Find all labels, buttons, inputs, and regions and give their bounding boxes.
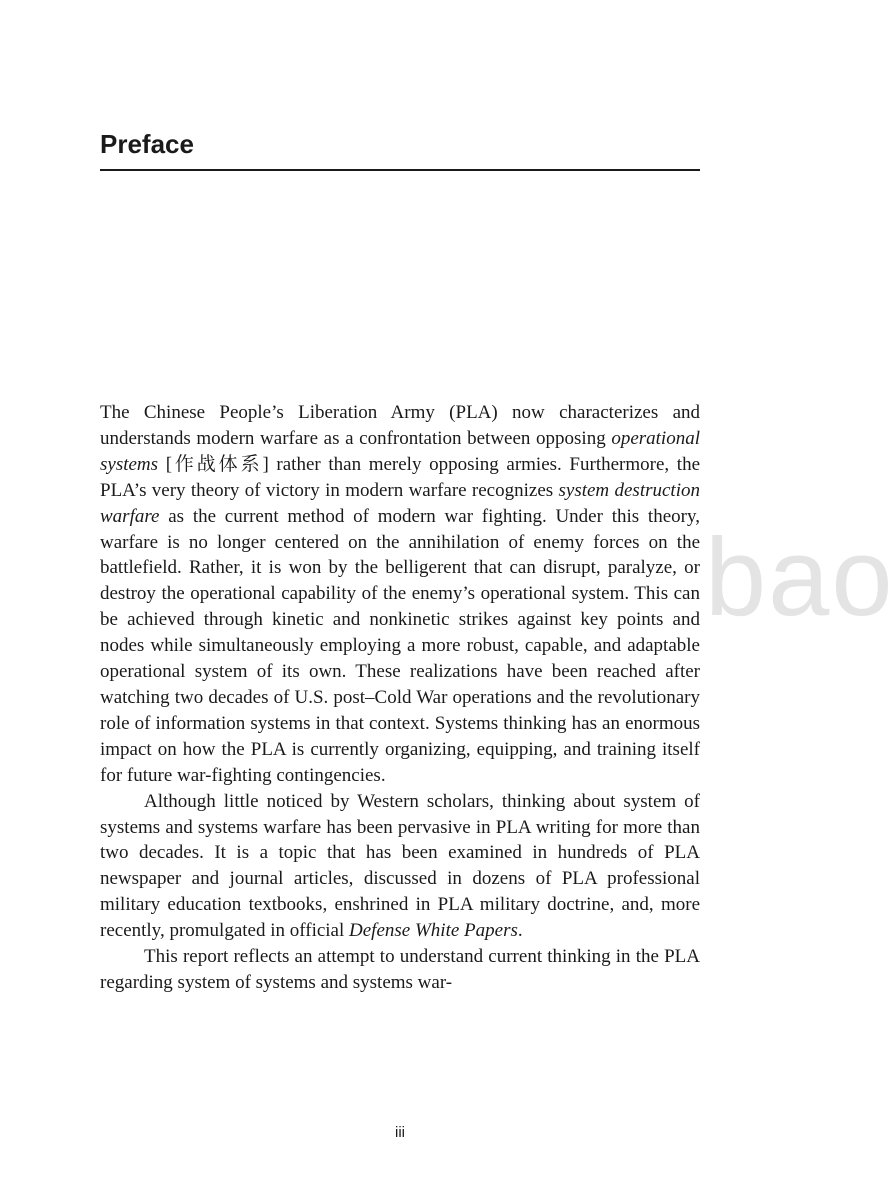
text-run: as the current method of modern war fighting. Under this theory, warfare is no longer centered on the annihilation of enemy forces on the battlefield. Rather, it is won by the belligerent that can disrupt, paralyze, or destroy the operational capability of the enemy’s operational system. This can be achieved through kinetic and nonkinetic strikes against key points and nodes while simultaneously employing a more robust, capable, and adaptable operational system of its own. These realizations have been reached after watching two decades of U.S. post–Cold War operations and the revolutionary role of information systems in that context. Systems thinking has an enormous impact on how the PLA is currently organizing, equipping, and training itself for future war-fighting contingencies. — [100, 505, 700, 786]
italic-term: operational systems — [100, 427, 700, 475]
paragraph — [100, 944, 700, 996]
paragraph — [100, 400, 700, 789]
watermark-text: bao — [705, 516, 895, 639]
text-run: The Chinese People’s Liberation Army (PLA) now characterizes and understands modern warfare as a confrontation between opposing — [100, 402, 700, 449]
italic-term: Defense White Papers — [349, 920, 518, 942]
text-run: This report reflects an attempt to understand current thinking in the PLA regarding system of systems and systems war- — [100, 946, 700, 993]
heading-rule — [100, 169, 700, 171]
paragraph — [100, 789, 700, 944]
text-run: Although little noticed by Western scholars, thinking about system of systems and systems warfare has been pervasive in PLA writing for more than two decades. It is a topic that has been examined in hundreds of PLA newspaper and journal articles, discussed in dozens of PLA professional military education textbooks, enshrined in PLA military doctrine, and, more recently, promulgated in official — [100, 790, 700, 942]
section-heading: Preface — [100, 129, 194, 159]
text-run: [作战体系] rather than merely opposing armies. Furthermore, the PLA’s very theory of victory in modern warfare recognizes — [100, 453, 700, 501]
italic-term: system destruction warfare — [100, 479, 700, 527]
body-text — [100, 400, 700, 996]
page-number: iii — [395, 1124, 405, 1141]
text-run: . — [517, 920, 523, 942]
